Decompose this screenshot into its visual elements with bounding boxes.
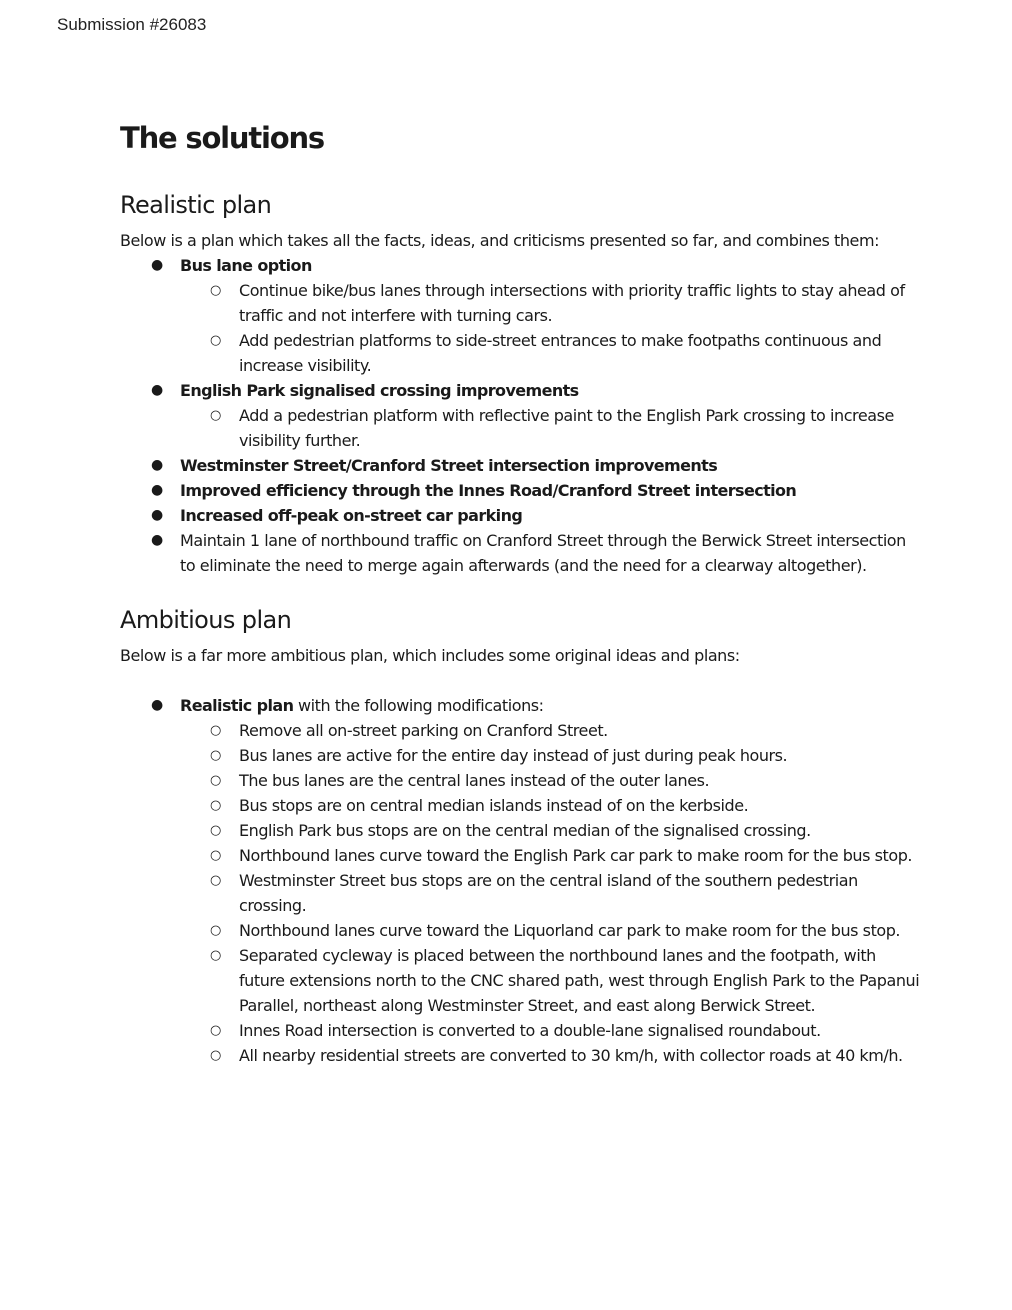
sub-list-item: [210, 718, 920, 743]
realistic-plan-heading: Realistic plan: [120, 191, 272, 219]
bullet-icon: ●: [151, 532, 163, 548]
sub-item-text: Separated cycleway is placed between the northbound lanes and the footpath, with future extensions north to the CNC shared path, west through English Park to the Papanui Parallel, northeast along Westminster Street, and east along Berwick Street.: [239, 946, 920, 1015]
bullet-icon: ●: [151, 257, 163, 273]
list-item: [151, 528, 920, 578]
ambitious-plan-list: [151, 693, 920, 1068]
sub-item-text: Remove all on-street parking on Cranford Street.: [239, 721, 608, 740]
ambitious-plan-section: [120, 603, 920, 1068]
sub-list: [210, 278, 920, 378]
realistic-plan-intro: Below is a plan which takes all the facts, ideas, and criticisms presented so far, and combines them:: [120, 231, 880, 250]
list-item-text: Westminster Street/Cranford Street intersection improvements: [180, 456, 718, 475]
bullet-icon: ●: [151, 697, 163, 713]
sub-list-item: [210, 278, 920, 328]
bullet-icon: ●: [151, 457, 163, 473]
hollow-bullet-icon: ○: [210, 948, 221, 963]
list-item: [151, 693, 920, 1068]
sub-list-item: [210, 403, 920, 453]
list-item-text: Increased off-peak on-street car parking: [180, 506, 523, 525]
list-item-bold-text: Realistic plan: [180, 696, 294, 715]
list-item-text: Maintain 1 lane of northbound traffic on Cranford Street through the Berwick Street intersection to eliminate the need to merge again afterwards (and the need for a clearway altogether).: [180, 531, 906, 575]
sub-item-text: Bus stops are on central median islands instead of on the kerbside.: [239, 796, 749, 815]
sub-list-item: [210, 793, 920, 818]
submission-number: Submission #26083: [57, 15, 207, 34]
sub-item-text: Add a pedestrian platform with reflective paint to the English Park crossing to increase visibility further.: [239, 406, 894, 450]
page-title: The solutions: [120, 121, 324, 155]
sub-list-item: [210, 868, 920, 918]
sub-list-item: [210, 743, 920, 768]
sub-item-text: Bus lanes are active for the entire day instead of just during peak hours.: [239, 746, 788, 765]
list-item: [151, 503, 920, 528]
bullet-icon: ●: [151, 482, 163, 498]
sub-list-item: [210, 1018, 920, 1043]
hollow-bullet-icon: ○: [210, 923, 221, 938]
list-item: [151, 378, 920, 453]
list-item: [151, 478, 920, 503]
realistic-plan-list: [151, 253, 920, 578]
ambitious-plan-heading: Ambitious plan: [120, 606, 292, 634]
hollow-bullet-icon: ○: [210, 283, 221, 298]
bullet-icon: ●: [151, 507, 163, 523]
sub-item-text: Westminster Street bus stops are on the central island of the southern pedestrian crossing.: [239, 871, 858, 915]
document-body: [120, 118, 920, 1068]
list-item-text: Improved efficiency through the Innes Road/Cranford Street intersection: [180, 481, 797, 500]
sub-list: [210, 403, 920, 453]
list-item-text: English Park signalised crossing improvements: [180, 381, 579, 400]
hollow-bullet-icon: ○: [210, 848, 221, 863]
sub-item-text: Innes Road intersection is converted to a double-lane signalised roundabout.: [239, 1021, 821, 1040]
sub-item-text: Northbound lanes curve toward the Liquorland car park to make room for the bus stop.: [239, 921, 901, 940]
hollow-bullet-icon: ○: [210, 723, 221, 738]
hollow-bullet-icon: ○: [210, 1023, 221, 1038]
sub-item-text: Continue bike/bus lanes through intersections with priority traffic lights to stay ahead of traffic and not interfere with turning cars.: [239, 281, 905, 325]
bullet-icon: ●: [151, 382, 163, 398]
sub-list-item: [210, 328, 920, 378]
sub-item-text: All nearby residential streets are converted to 30 km/h, with collector roads at 40 km/h.: [239, 1046, 903, 1065]
list-item-text: Bus lane option: [180, 256, 312, 275]
hollow-bullet-icon: ○: [210, 1048, 221, 1063]
sub-list-item: [210, 818, 920, 843]
sub-item-text: Northbound lanes curve toward the English Park car park to make room for the bus stop.: [239, 846, 913, 865]
sub-item-text: The bus lanes are the central lanes instead of the outer lanes.: [239, 771, 710, 790]
hollow-bullet-icon: ○: [210, 408, 221, 423]
sub-item-text: English Park bus stops are on the central median of the signalised crossing.: [239, 821, 811, 840]
sub-list-item: [210, 943, 920, 1018]
sub-list-item: [210, 843, 920, 868]
sub-list-item: [210, 1043, 920, 1068]
hollow-bullet-icon: ○: [210, 333, 221, 348]
hollow-bullet-icon: ○: [210, 873, 221, 888]
list-item: [151, 253, 920, 378]
list-item: [151, 453, 920, 478]
ambitious-plan-intro: Below is a far more ambitious plan, which includes some original ideas and plans:: [120, 646, 740, 665]
hollow-bullet-icon: ○: [210, 823, 221, 838]
hollow-bullet-icon: ○: [210, 773, 221, 788]
sub-list-item: [210, 768, 920, 793]
list-item-text: with the following modifications:: [293, 696, 544, 715]
hollow-bullet-icon: ○: [210, 798, 221, 813]
sub-item-text: Add pedestrian platforms to side-street entrances to make footpaths continuous and increase visibility.: [239, 331, 882, 375]
sub-list-item: [210, 918, 920, 943]
hollow-bullet-icon: ○: [210, 748, 221, 763]
realistic-plan-section: [120, 188, 920, 578]
sub-list: [210, 718, 920, 1068]
